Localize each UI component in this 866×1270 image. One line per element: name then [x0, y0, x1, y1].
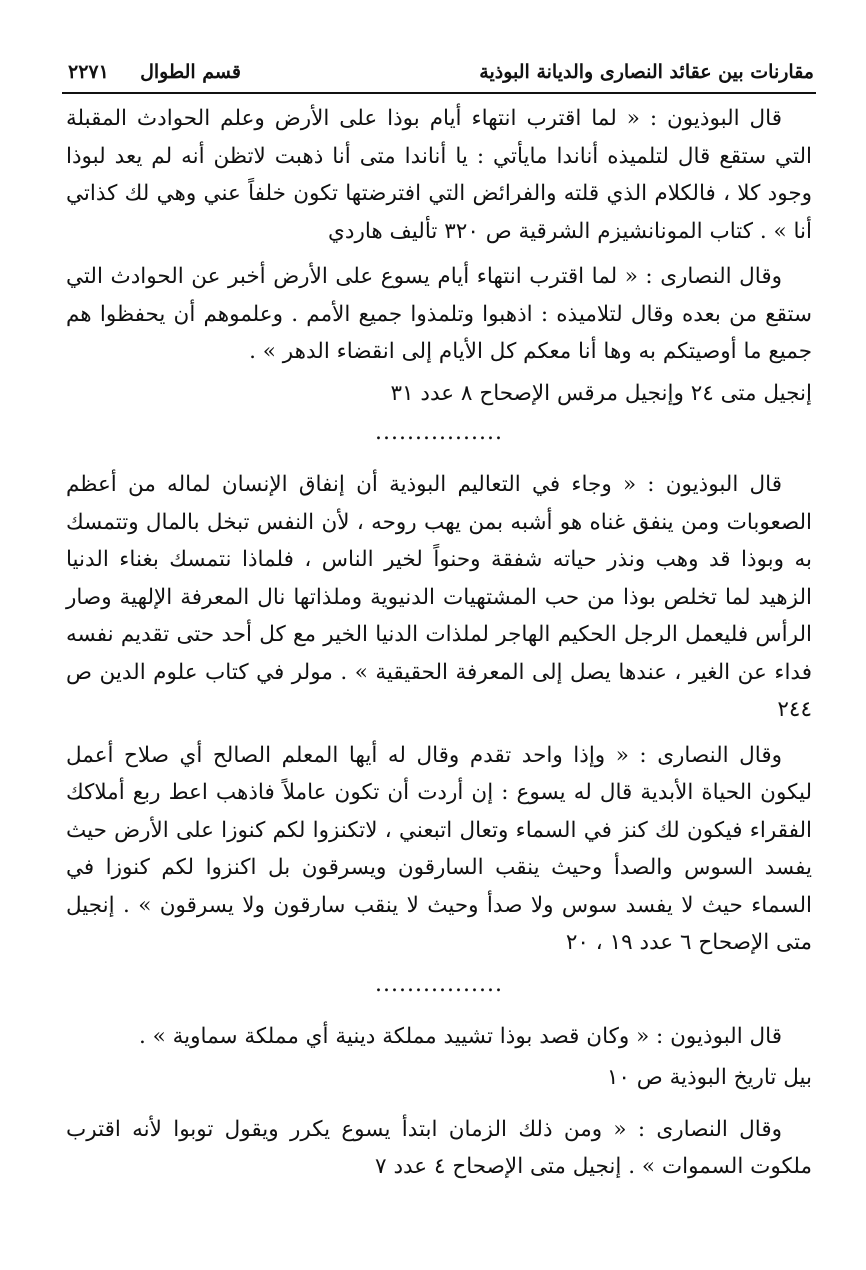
running-title: مقارنات بين عقائد النصارى والديانة البوذية — [479, 61, 814, 83]
page-header — [68, 52, 814, 92]
section-label: قسم الطوال — [140, 61, 241, 83]
reference-line: بيل تاريخ البوذية ص ١٠ — [606, 1065, 812, 1090]
paragraph-buddhist-3: قال البوذيون : « وكان قصد بوذا تشييد مملكة دينية أي مملكة سماوية » . — [139, 1023, 782, 1049]
section-and-page — [68, 61, 241, 83]
paragraph-buddhist-2: قال البوذيون : « وجاء في التعاليم البوذية أن إنفاق الإنسان لماله من أعظم الصعوبات ومن ينفق غناه هو أشبه بمن يهب روحه ، لأن النفس تبخل بالمال وتتمسك به وبوذا قد وهب ونذر حياته شفقة وحنواً لخير الناس ، فلماذا نتمسك بغناء الدنيا الزهيد لما تخلص بوذا من حب المشتهيات الدنيوية وملذاتها نال المعرفة الإلهية وصار الرأس فليعمل الرجل الحكيم الهاجر لملذات الدنيا الخير مع كل أحد حتى تقديم نفسه فداء عن الغير ، عندها يصل إلى المعرفة الحقيقية » . مولر في كتاب علوم الدين ص ٢٤٤ — [66, 472, 812, 722]
header-divider — [62, 92, 816, 94]
reference-line: إنجيل متى ٢٤ وإنجيل مرقس الإصحاح ٨ عدد ٣١ — [390, 380, 812, 406]
paragraph-christian-1: وقال النصارى : « لما اقترب انتهاء أيام يسوع على الأرض أخبر عن الحوادث التي ستقع من بعده وقال لتلاميذه : اذهبوا وتلمذوا جميع الأمم . وعلموهم أن يحفظوا هم جميع ما أوصيتكم به وها أنا معكم كل الأيام إلى انقضاء الدهر » . — [66, 264, 812, 364]
page-number: ٢٢٧١ — [68, 61, 109, 83]
paragraph-christian-2: وقال النصارى : « وإذا واحد تقدم وقال له أيها المعلم الصالح أي صلاح أعمل ليكون الحياة الأبدية قال له يسوع : إن أردت أن تكون عاملاً فاذهب اعط ربع أملاكك الفقراء فيكون لك كنز في السماء وتعال اتبعني ، لاتكنزوا لكم كنوزا على الأرض حيث يفسد السوس والصدأ وحيث ينقب السارقون ويسرقون بل اكنزوا لكم كنوزا في السماء حيث لا يفسد سوس ولا صدأ وحيث لا ينقب سارقون ولا يسرقون » . إنجيل متى الإصحاح ٦ عدد ١٩ ، ٢٠ — [66, 742, 812, 955]
section-separator: ................ — [375, 971, 503, 997]
page-body — [66, 100, 812, 1194]
paragraph-buddhist-1: قال البوذيون : « لما اقترب انتهاء أيام بوذا على الأرض وعلم الحوادث المقبلة التي ستقع قال لتلميذه أناندا مايأتي : يا أناندا متى أنا ذهبت لاتظن أنه لم يعد لبوذا وجود كلا ، فالكلام الذي قلته والفرائض التي افترضتها تكون خلفاً عني وهي لك كذاتي أنا » . كتاب المونانشيزم الشرقية ص ٣٢٠ تأليف هاردي — [66, 106, 812, 244]
paragraph-christian-3: وقال النصارى : « ومن ذلك الزمان ابتدأ يسوع يكرر ويقول توبوا لأنه اقترب ملكوت السموات » . إنجيل متى الإصحاح ٤ عدد ٧ — [66, 1116, 812, 1179]
section-separator: ................ — [375, 420, 503, 445]
